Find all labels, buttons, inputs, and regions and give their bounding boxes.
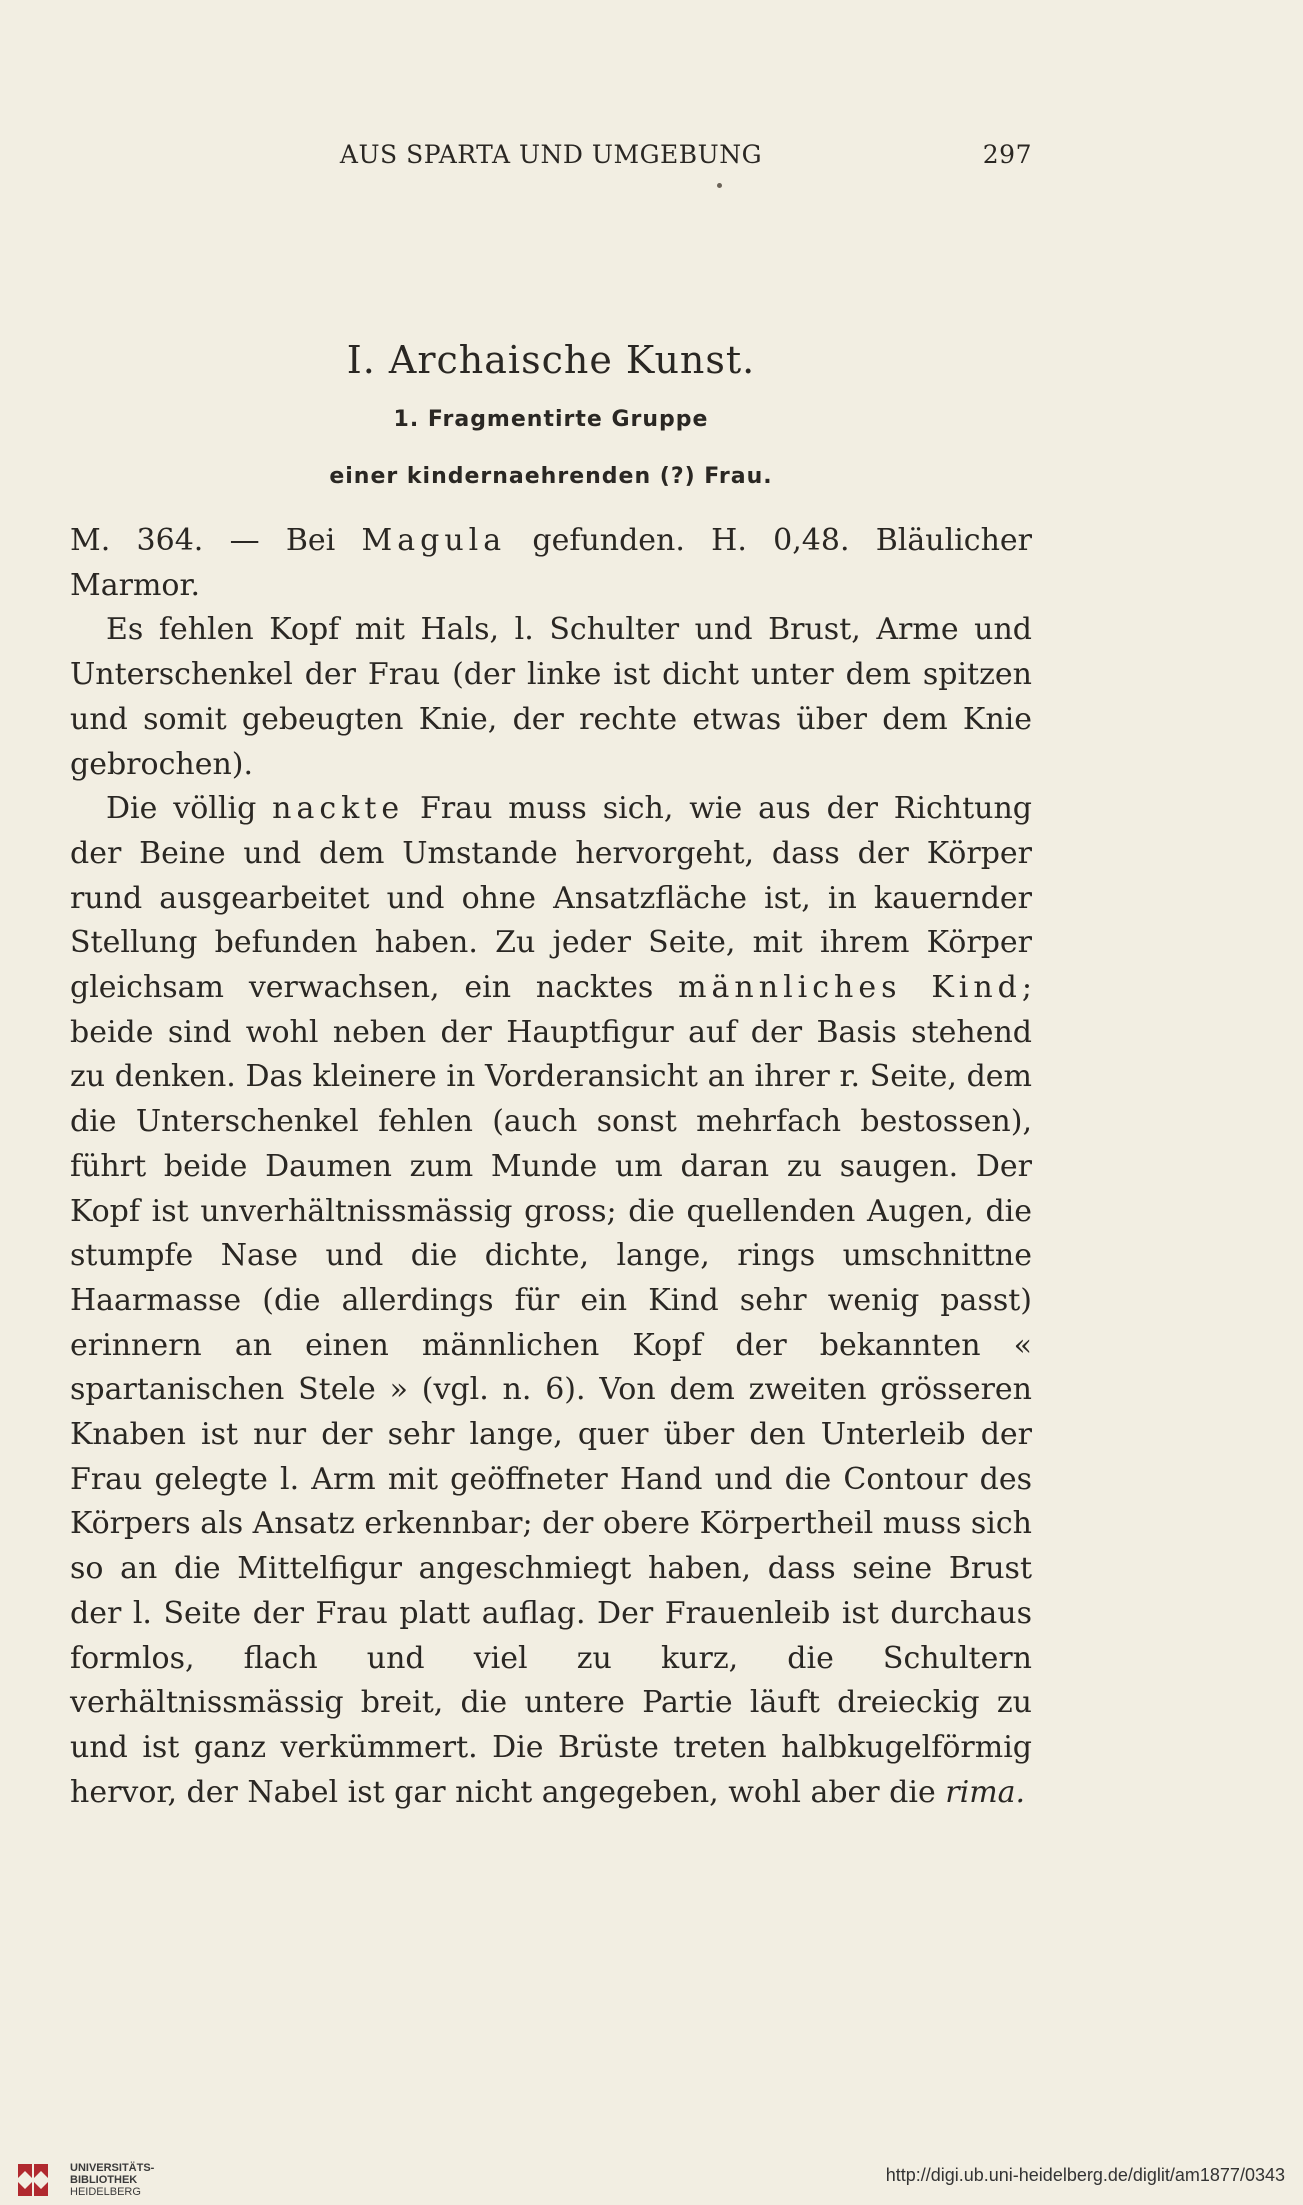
section-title: I. Archaische Kunst.	[346, 338, 756, 382]
running-title: AUS SPARTA UND UMGEBUNG	[339, 140, 763, 169]
text-run: Frau muss sich, wie aus der Richtung der Beine und dem Umstande hervorgeht, dass der Körper rund ausgearbeitet und ohne Ansatzfläche ist, in kauernder Stellung befunden haben. Zu jeder Seite, mit ihrem Körper gleichsam verwachsen, ein nacktes	[70, 791, 1032, 1006]
paragraph-missing-parts: Es fehlen Kopf mit Hals, l. Schulter und Brust, Arme und Unterschenkel der Frau (der linke ist dicht unter dem spitzen und somit gebeugten Knie, der rechte etwas über dem Knie gebrochen).	[70, 612, 1032, 782]
italic-term: rima.	[945, 1774, 1026, 1810]
permalink-url[interactable]: http://digi.ub.uni-heidelberg.de/diglit/am1877/0343	[885, 2165, 1285, 2185]
text-run: gefunden. H. 0,48. Bläulicher Marmor.	[70, 523, 1032, 603]
spaced-emphasis: männliches Kind	[678, 970, 1022, 1006]
library-logo-icon	[14, 2160, 52, 2200]
page-number: 297	[982, 140, 1032, 169]
text-run: Die völlig	[106, 791, 273, 827]
entry-heading-line2: einer kindernaehrenden (?) Frau.	[329, 464, 773, 489]
text-run: ; beide sind wohl neben der Hauptfigur auf der Basis stehend zu denken. Das kleinere in Vorderansicht an ihrer r. Seite, dem die Unterschenkel fehlen (auch sonst mehrfach bestossen), führt beide Daumen zum Munde um daran zu saugen. Der Kopf ist unverhältnissmässig gross; die quellenden Augen, die stumpfe Nase und die dichte, lange, rings umschnittne Haarmasse (die allerdings für ein Kind sehr wenig passt) erinnern an einen männlichen Kopf der bekannten « spartanischen Stele » (vgl. n. 6). Von dem zweiten grösseren Knaben ist nur der sehr lange, quer über den Unterleib der Frau gelegte l. Arm mit geöffneter Hand und die Contour des Körpers als Ansatz erkennbar; der obere Körpertheil muss sich so an die Mittelfigur angeschmiegt haben, dass seine Brust der l. Seite der Frau platt auflag. Der Frauenleib ist durchaus formlos, flach und viel zu kurz, die Schultern verhältnissmässig breit, die untere Partie läuft dreieckig zu und ist ganz verkümmert. Die Brüste treten halbkugelförmig hervor, der Nabel ist gar nicht angegeben, wohl aber die	[70, 970, 1032, 1810]
spaced-place-name: Magula	[361, 523, 507, 558]
text-run: M. 364. — Bei	[70, 523, 362, 558]
body-text	[70, 519, 1032, 1815]
library-name	[70, 2162, 154, 2198]
library-name-line2: BIBLIOTHEK	[70, 2174, 138, 2186]
spaced-emphasis: nackte	[272, 791, 405, 827]
library-name-line3: HEIDELBERG	[70, 2186, 141, 2198]
ink-speck	[717, 183, 722, 188]
paragraph-catalog-entry	[70, 519, 1032, 608]
library-logo[interactable]	[14, 2160, 184, 2200]
library-name-line1: UNIVERSITÄTS-	[70, 2162, 155, 2174]
paragraph-description	[70, 787, 1032, 1815]
entry-heading-line1: 1. Fragmentirte Gruppe	[393, 407, 709, 432]
running-head	[70, 140, 1032, 180]
